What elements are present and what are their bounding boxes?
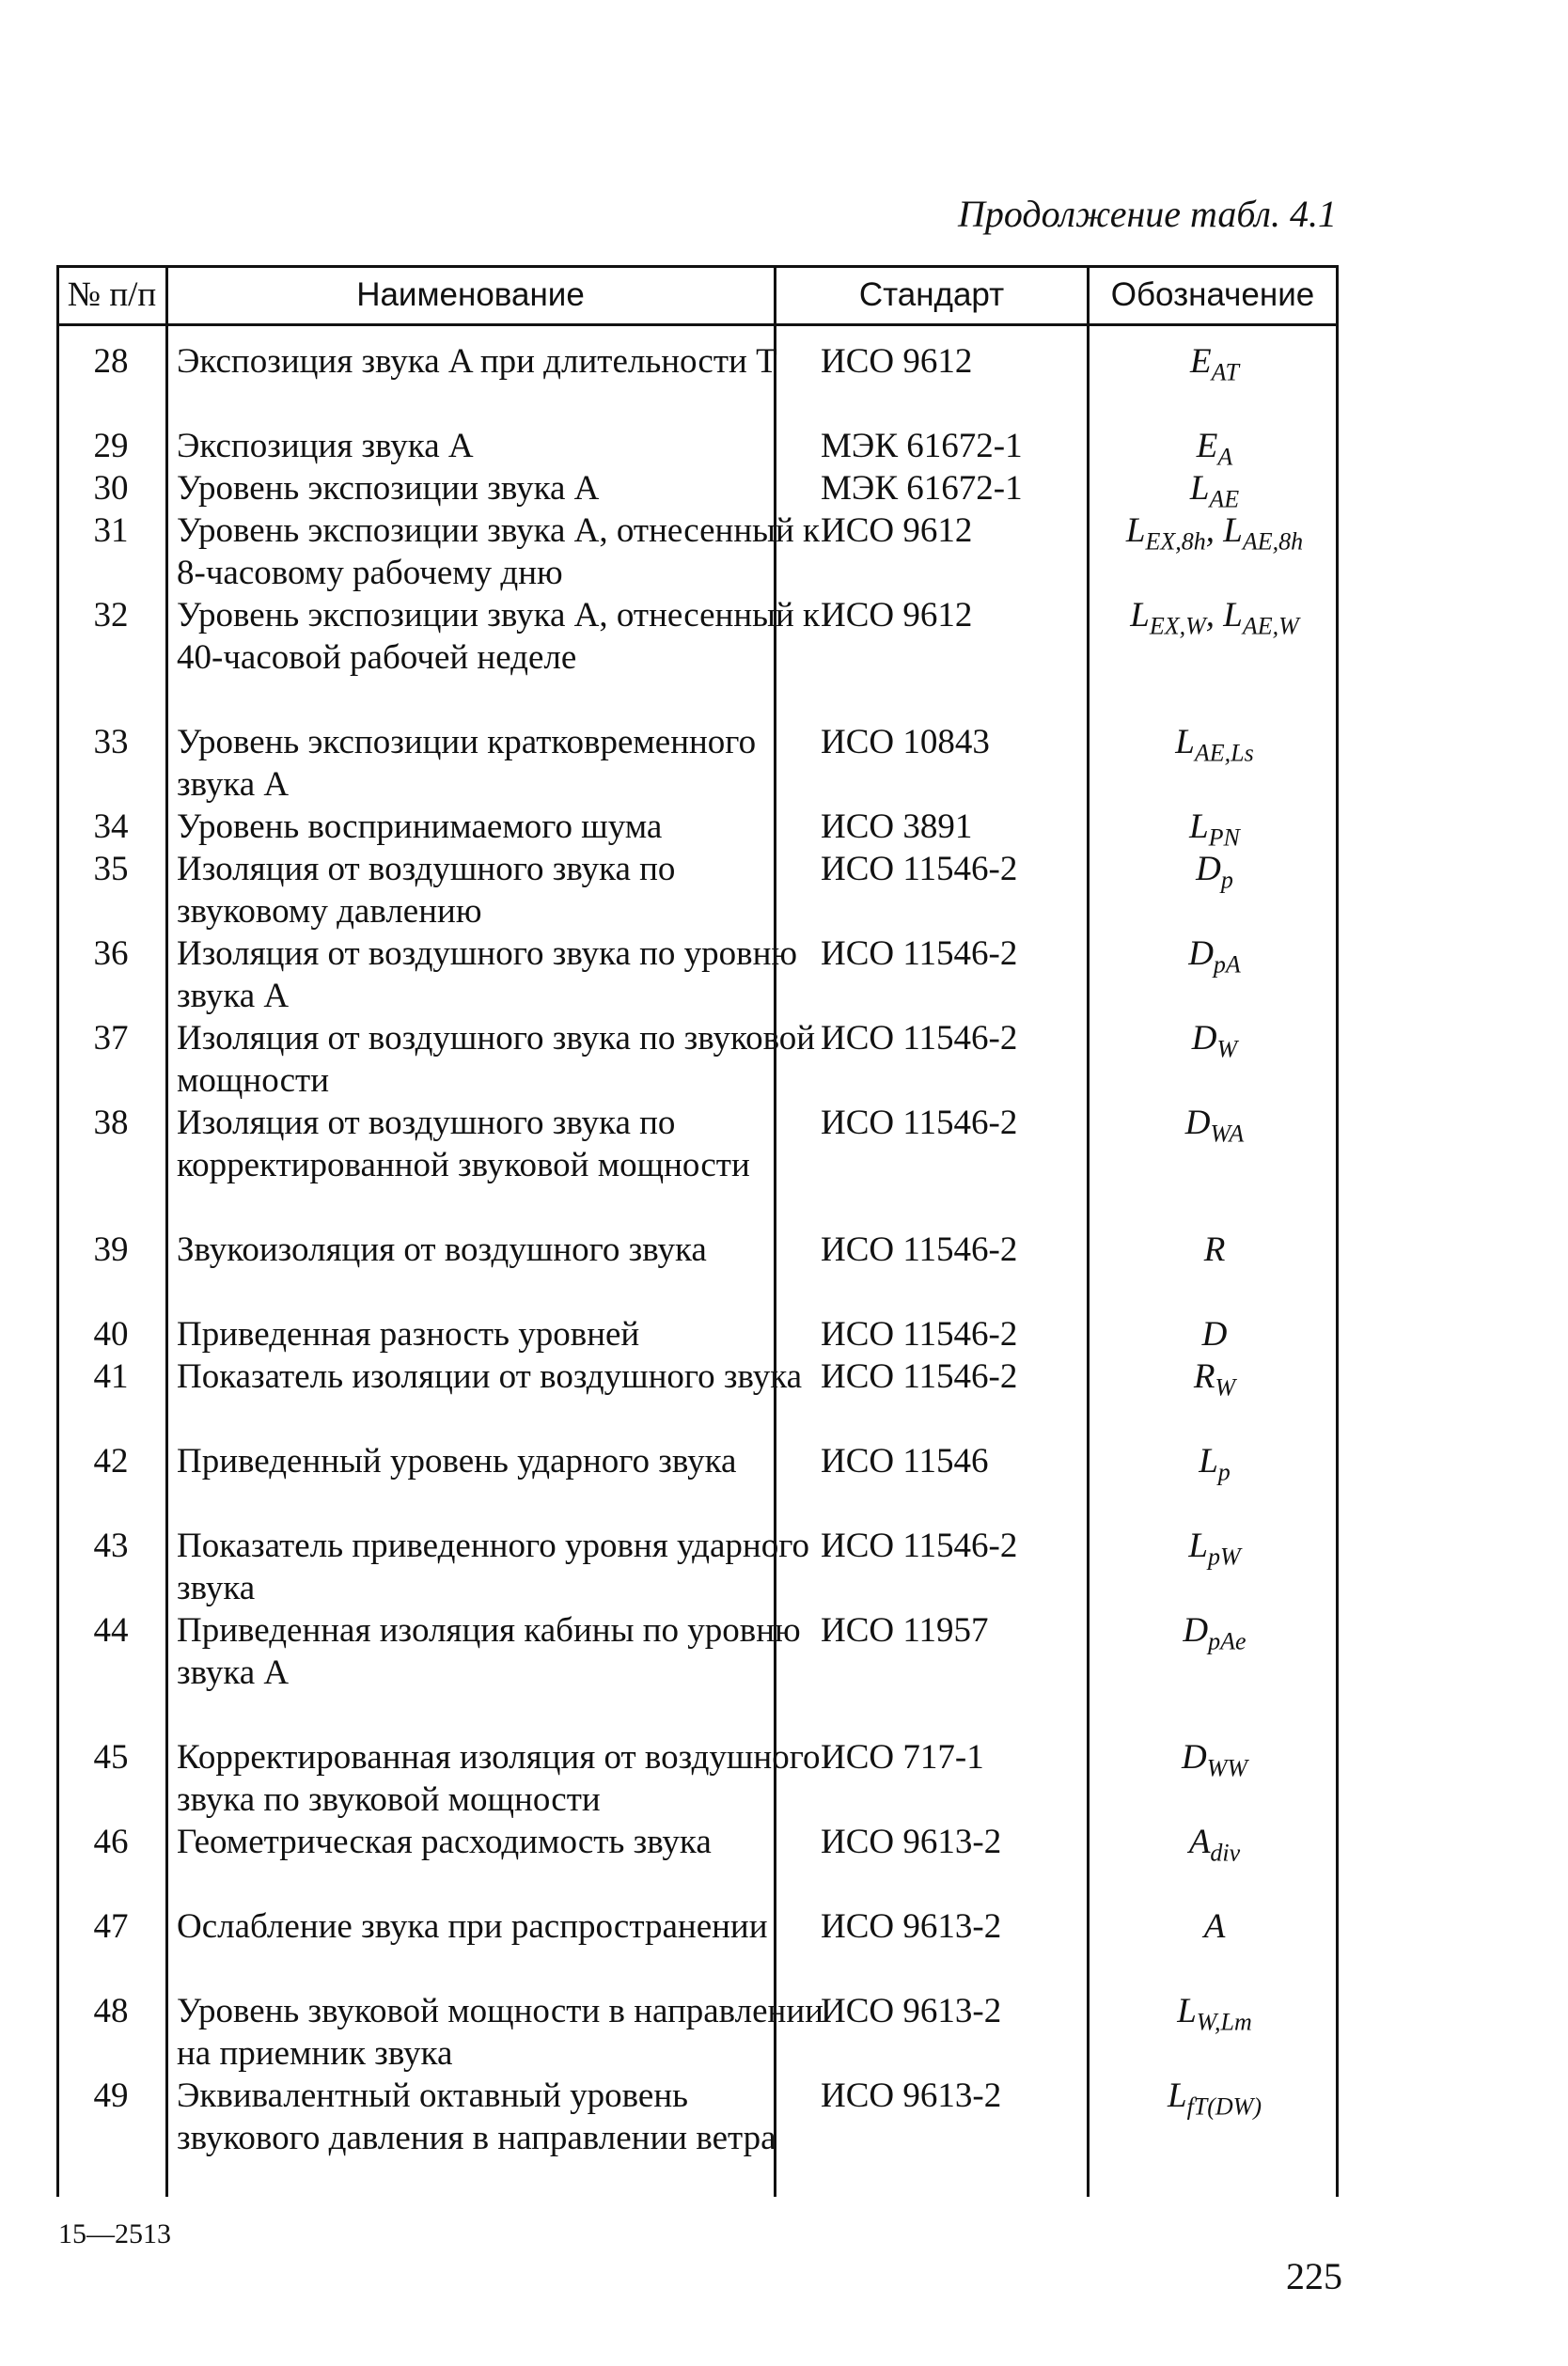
row-symbol: $L_{W,Lm}$ <box>1177 1992 1252 2036</box>
row-symbol: $D_{pAe}$ <box>1183 1611 1247 1655</box>
row-name: Уровень экспозиции звука A, отнесенный к 8-часовому рабочему дню <box>177 511 821 592</box>
row-symbol: D <box>1201 1315 1228 1354</box>
header-name: Наименование <box>356 276 585 313</box>
row-number: 46 <box>93 1823 129 1861</box>
row-name: Изоляция от воздушного звука по звуковой мощности <box>177 1019 816 1100</box>
row-symbol: $E_A$ <box>1196 427 1233 471</box>
row-name: Показатель изоляции от воздушного звука <box>177 1357 803 1396</box>
row-number: 36 <box>93 934 129 973</box>
row-number: 43 <box>93 1527 129 1565</box>
row-name: Уровень звуковой мощности в направлении на приемник звука <box>177 1992 823 2073</box>
row-name: Корректированная изоляция от воздушного звука по звуковой мощности <box>177 1738 821 1819</box>
row-number: 35 <box>93 850 129 888</box>
row-standard: ИСО 9612 <box>821 596 973 635</box>
row-standard: ИСО 11957 <box>821 1611 989 1650</box>
row-name: Показатель приведенного уровня ударного звука <box>177 1527 809 1607</box>
row-number: 37 <box>93 1019 129 1058</box>
row-number: 31 <box>93 511 129 550</box>
row-number: 41 <box>93 1357 129 1396</box>
row-number: 42 <box>93 1442 129 1481</box>
row-number: 39 <box>93 1230 129 1269</box>
row-number: 48 <box>93 1992 129 2030</box>
row-standard: ИСО 9613-2 <box>821 1992 1002 2030</box>
row-number: 34 <box>93 807 129 846</box>
row-name: Уровень экспозиции кратковременного звука A <box>177 723 757 804</box>
page-number: 225 <box>1286 2255 1342 2297</box>
row-number: 44 <box>93 1611 129 1650</box>
row-symbol: $D_{WA}$ <box>1184 1104 1245 1148</box>
row-name: Уровень экспозиции звука A <box>177 469 600 508</box>
row-symbol: $L_{EX,W}$, $L_{AE,W}$ <box>1130 596 1299 640</box>
row-name: Уровень воспринимаемого шума <box>177 807 663 846</box>
row-standard: ИСО 11546-2 <box>821 850 1018 888</box>
row-number: 30 <box>93 469 129 508</box>
row-name: Ослабление звука при распространении <box>177 1907 768 1946</box>
row-standard: ИСО 11546-2 <box>821 1315 1018 1354</box>
row-number: 33 <box>93 723 129 761</box>
row-standard: ИСО 11546 <box>821 1442 989 1481</box>
row-standard: ИСО 11546-2 <box>821 1104 1018 1142</box>
row-name: Эквивалентный октавный уровень звукового давления в направлении ветра <box>177 2076 776 2157</box>
row-name: Приведенная разность уровней <box>177 1315 640 1354</box>
row-standard: ИСО 9613-2 <box>821 1823 1002 1861</box>
header-symbol: Обозначение <box>1110 276 1315 313</box>
col-divider-num <box>165 265 168 2197</box>
row-name: Геометрическая расходимость звука <box>177 1823 712 1861</box>
row-name: Экспозиция звука A при длительности T <box>177 342 777 381</box>
row-symbol: $D_{pA}$ <box>1188 934 1241 979</box>
row-name: Звукоизоляция от воздушного звука <box>177 1230 707 1269</box>
row-symbol: $L_{fT(DW)}$ <box>1167 2076 1262 2121</box>
row-standard: ИСО 11546-2 <box>821 934 1018 973</box>
table-caption: Продолжение табл. 4.1 <box>957 193 1337 235</box>
row-number: 38 <box>93 1104 129 1142</box>
row-symbol: $L_p$ <box>1199 1442 1231 1486</box>
row-name: Приведенная изоляция кабины по уровню звука A <box>177 1611 801 1692</box>
row-standard: ИСО 10843 <box>821 723 990 761</box>
row-number: 49 <box>93 2076 129 2115</box>
row-symbol: $D_p$ <box>1196 850 1233 894</box>
row-number: 47 <box>93 1907 129 1946</box>
row-symbol: $L_{EX,8h}$, $L_{AE,8h}$ <box>1125 511 1304 556</box>
row-symbol: $L_{PN}$ <box>1189 807 1240 852</box>
row-number: 45 <box>93 1738 129 1777</box>
row-standard: ИСО 717-1 <box>821 1738 984 1777</box>
row-name: Экспозиция звука A <box>177 427 474 465</box>
row-number: 32 <box>93 596 129 635</box>
row-symbol: $L_{AE,Ls}$ <box>1175 723 1254 767</box>
row-symbol: $D_W$ <box>1191 1019 1238 1063</box>
row-name: Изоляция от воздушного звука по корректированной звуковой мощности <box>177 1104 750 1184</box>
row-standard: ИСО 9613-2 <box>821 1907 1002 1946</box>
header-standard: Стандарт <box>858 276 1005 313</box>
row-number: 29 <box>93 427 129 465</box>
row-symbol: $L_{AE}$ <box>1189 469 1240 513</box>
row-standard: ИСО 3891 <box>821 807 973 846</box>
row-symbol: $L_{pW}$ <box>1188 1527 1241 1571</box>
row-standard: МЭК 61672-1 <box>821 469 1023 508</box>
row-standard: ИСО 11546-2 <box>821 1230 1018 1269</box>
row-symbol: $E_{AT}$ <box>1190 342 1239 386</box>
row-number: 40 <box>93 1315 129 1354</box>
row-symbol: A <box>1203 1907 1226 1946</box>
row-name: Уровень экспозиции звука A, отнесенный к 40-часовой рабочей неделе <box>177 596 821 677</box>
row-standard: ИСО 9613-2 <box>821 2076 1002 2115</box>
row-symbol: $D_{WW}$ <box>1181 1738 1248 1782</box>
row-number: 28 <box>93 342 129 381</box>
row-name: Изоляция от воздушного звука по уровню звука A <box>177 934 798 1015</box>
row-symbol: $R_W$ <box>1193 1357 1236 1402</box>
header-num: № п/п <box>67 275 157 314</box>
row-name: Изоляция от воздушного звука по звуковому давлению <box>177 850 676 931</box>
row-standard: ИСО 11546-2 <box>821 1527 1018 1565</box>
row-standard: ИСО 11546-2 <box>821 1019 1018 1058</box>
row-symbol: R <box>1203 1230 1226 1269</box>
row-standard: ИСО 9612 <box>821 511 973 550</box>
row-name: Приведенный уровень ударного звука <box>177 1442 737 1481</box>
row-standard: ИСО 9612 <box>821 342 973 381</box>
row-standard: МЭК 61672-1 <box>821 427 1023 465</box>
footer-code: 15—2513 <box>58 2218 171 2249</box>
row-standard: ИСО 11546-2 <box>821 1357 1018 1396</box>
row-symbol: $A_{div}$ <box>1188 1823 1241 1867</box>
